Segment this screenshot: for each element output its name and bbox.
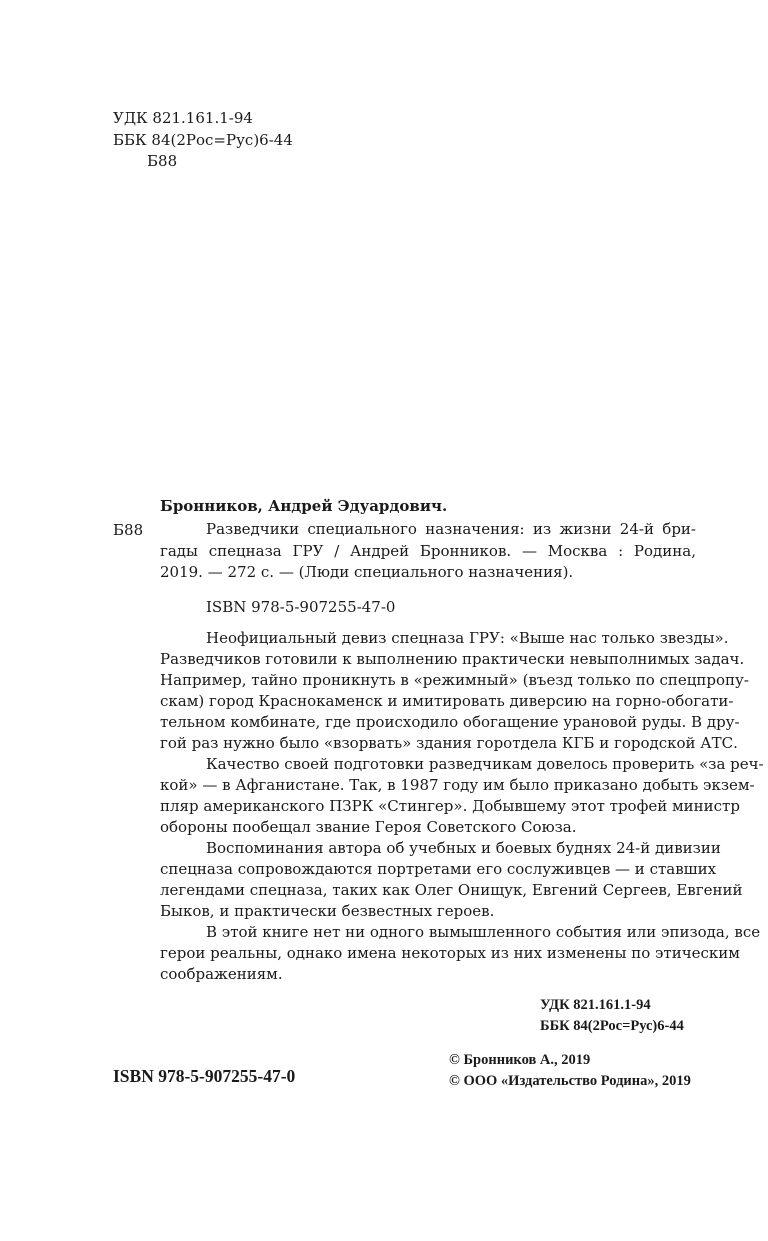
author-mark: Б88 bbox=[147, 152, 178, 170]
annotation-line: пляр американского ПЗРК «Стингер». Добывшему этот трофей министр bbox=[160, 797, 740, 815]
annotation-line: кой» — в Афганистане. Так, в 1987 году им было приказано добыть экзем- bbox=[160, 776, 755, 794]
annotation-line: обороны пообещал звание Героя Советского Союза. bbox=[160, 818, 577, 836]
footer-udk: УДК 821.161.1-94 bbox=[540, 997, 651, 1013]
footer-isbn: ISBN 978-5-907255-47-0 bbox=[113, 1066, 296, 1086]
catalog-title-line: гады спецназа ГРУ / Андрей Бронников. — Москва : Родина, bbox=[160, 542, 696, 560]
annotation-line: легендами спецназа, таких как Олег Онищук, Евгений Сергеев, Евгений bbox=[160, 881, 743, 899]
annotation-line: Быков, и практически безвестных героев. bbox=[160, 902, 495, 920]
catalog-title-line: 2019. — 272 с. — (Люди специального назначения). bbox=[160, 563, 574, 581]
annotation-line: Разведчиков готовили к выполнению практически невыполнимых задач. bbox=[160, 650, 745, 668]
annotation-line: Неофициальный девиз спецназа ГРУ: «Выше нас только звезды». bbox=[206, 629, 729, 647]
catalog-author-mark: Б88 bbox=[113, 521, 144, 539]
annotation-line: В этой книге нет ни одного вымышленного события или эпизода, все bbox=[206, 923, 761, 941]
annotation-line: скам) город Краснокаменск и имитировать диверсию на горно-обогати- bbox=[160, 692, 734, 710]
catalog-isbn: ISBN 978-5-907255-47-0 bbox=[206, 598, 396, 616]
annotation-line: гой раз нужно было «взорвать» здания горотдела КГБ и городской АТС. bbox=[160, 734, 738, 752]
annotation-line: Воспоминания автора об учебных и боевых буднях 24-й дивизии bbox=[206, 839, 721, 857]
copyright-author: © Бронников А., 2019 bbox=[449, 1052, 591, 1068]
annotation-line: герои реальны, однако имена некоторых из них изменены по этическим bbox=[160, 944, 740, 962]
annotation-line: Качество своей подготовки разведчикам довелось проверить «за реч- bbox=[206, 755, 764, 773]
footer-bbk: ББК 84(2Рос=Рус)6-44 bbox=[540, 1018, 684, 1034]
catalog-author-heading: Бронников, Андрей Эдуардович. bbox=[160, 497, 448, 515]
annotation-line: Например, тайно проникнуть в «режимный» (въезд только по спецпропу- bbox=[160, 671, 749, 689]
copyright-publisher: © ООО «Издательство Родина», 2019 bbox=[449, 1073, 691, 1089]
annotation-line: спецназа сопровождаются портретами его сослуживцев — и ставших bbox=[160, 860, 717, 878]
annotation-line: тельном комбинате, где происходило обогащение урановой руды. В дру- bbox=[160, 713, 740, 731]
udk-code: УДК 821.161.1-94 bbox=[113, 109, 253, 127]
catalog-title-line: Разведчики специального назначения: из жизни 24-й бри- bbox=[206, 520, 696, 538]
bbk-code: ББК 84(2Рос=Рус)6-44 bbox=[113, 131, 293, 149]
annotation-line: соображениям. bbox=[160, 965, 283, 983]
